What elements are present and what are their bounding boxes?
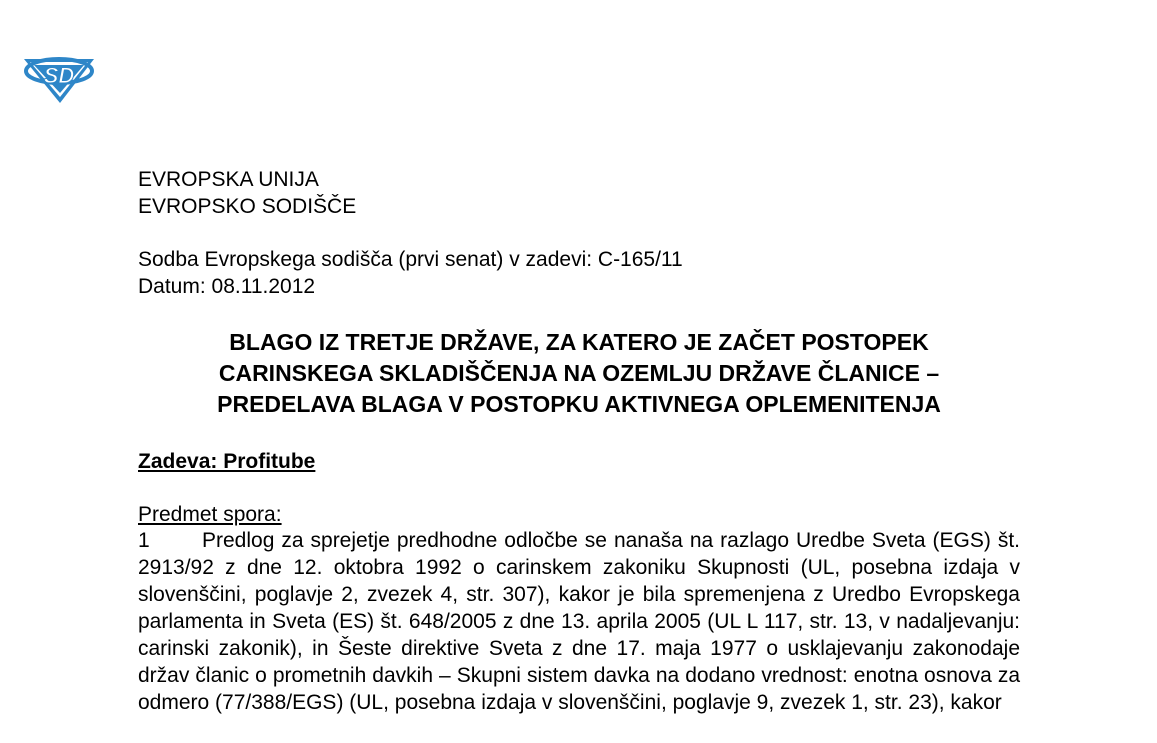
paragraph-text: Predlog za sprejetje predhodne odločbe se nanaša na razlago Uredbe Sveta (EGS) št. 2913/92 z dne 12. oktobra 1992 o carinskem zakoniku Skupnosti (UL, posebna izdaja v slovenščini, poglavje 2, zvezek 4, str. 307), kakor je bila spremenjena z Uredbo Evropskega parlamenta in Sveta (ES) št. 648/2005 z dne 13. aprila 2005 (UL L 117, str. 13, v nadaljevanju: carinski zakonik), in Šeste direktive Sveta z dne 17. maja 1977 o usklajevanju zakonodaje držav članic o prometnih davkih – Skupni sistem davka na dodano vrednost: enotna osnova za odmero (77/388/EGS) (UL, posebna izdaja v slovenščini, poglavje 9, zvezek 1, str. 23), kakor: [138, 529, 1020, 714]
paragraph-number: 1: [138, 529, 150, 552]
logo-lettering: SD: [43, 63, 75, 88]
subject-heading: Predmet spora:: [138, 503, 282, 526]
case-reference: Sodba Evropskega sodišča (prvi senat) v zadevi: C-165/11: [138, 248, 683, 271]
case-party: [138, 448, 315, 475]
paragraph: [138, 527, 1020, 716]
header-line-2: EVROPSKO SODIŠČE: [138, 195, 357, 218]
title-line-3: PREDELAVA BLAGA V POSTOPKU AKTIVNEGA OPLEMENITENJA: [217, 391, 941, 417]
document-title: [138, 327, 1020, 420]
case-party-label: Zadeva: Profitube: [138, 450, 316, 473]
header-line-1: EVROPSKA UNIJA: [138, 168, 319, 191]
case-date: Datum: 08.11.2012: [138, 275, 316, 298]
court-logo: [22, 49, 96, 105]
case-info: [138, 246, 683, 300]
title-line-2: CARINSKEGA SKLADIŠČENJA NA OZEMLJU DRŽAVE ČLANICE –: [218, 360, 940, 386]
title-line-1: BLAGO IZ TRETJE DRŽAVE, ZA KATERO JE ZAČET POSTOPEK: [229, 329, 929, 355]
document-header: [138, 166, 356, 220]
